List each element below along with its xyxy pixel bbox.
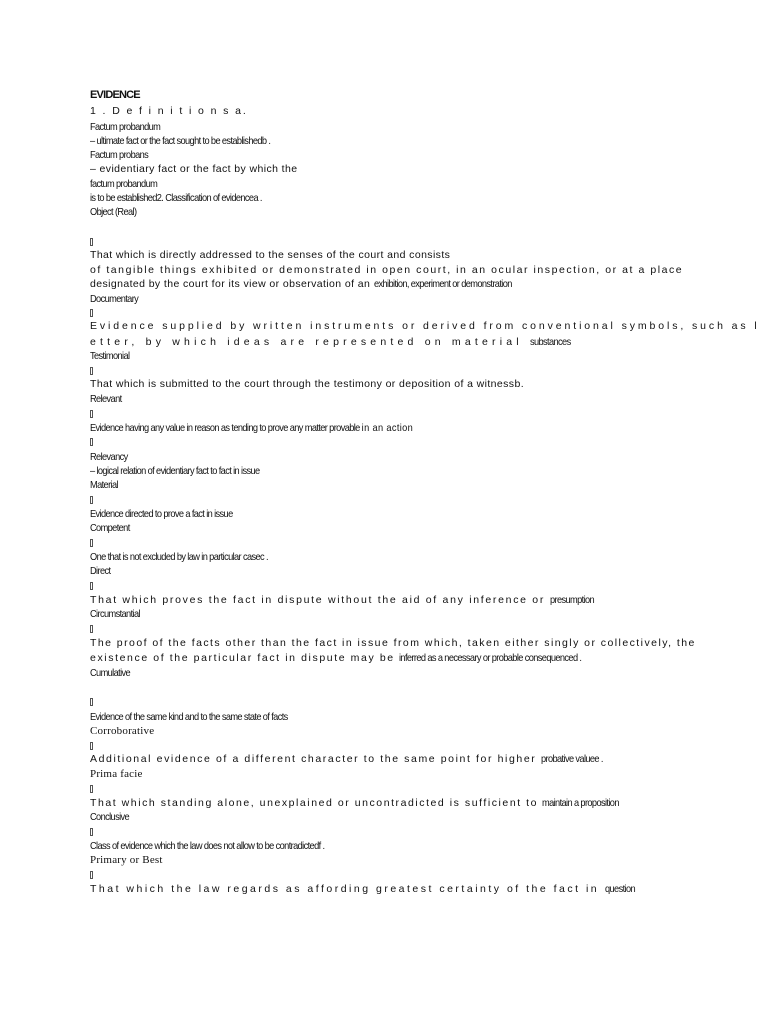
term-cumulative: Cumulative (90, 667, 131, 679)
definition-factum-probans-1: – evidentiary fact or the fact by which the (90, 163, 298, 175)
document-title: EVIDENCE (90, 89, 140, 101)
term-primary-or-best: Primary or Best (90, 854, 163, 866)
definition-object-3: designated by the court for its view or observation of an exhibition, experiment or demonstration (90, 278, 512, 290)
bullet-icon (90, 438, 93, 446)
bullet-icon (90, 238, 93, 246)
definition-relevant: Evidence having any value in reason as tending to prove any matter provable in an action (90, 422, 414, 434)
definition-object-2: of tangible things exhibited or demonstrated in open court, in an ocular inspection, or at a place (90, 264, 684, 276)
definition-primary-or-best: That which the law regards as affording greatest certainty of the fact in question (90, 883, 635, 895)
term-relevant: Relevant (90, 393, 122, 405)
term-direct: Direct (90, 565, 111, 577)
bullet-icon (90, 828, 93, 836)
term-factum-probandum: Factum probandum (90, 121, 161, 133)
term-competent: Competent (90, 522, 130, 534)
term-prima-facie: Prima facie (90, 768, 143, 780)
definition-factum-probans-3: is to be established2. Classification of evidencea . (90, 192, 262, 204)
definition-material: Evidence directed to prove a fact in issue (90, 508, 233, 520)
definition-prima-facie: That which standing alone, unexplained or uncontradicted is sufficient to maintain a proposition (90, 797, 620, 809)
definition-circumstantial-2: existence of the particular fact in dispute may be inferred as a necessary or probable consequenced . (90, 652, 582, 664)
definition-circumstantial-1: The proof of the facts other than the fact in issue from which, taken either singly or collectively, the (90, 637, 696, 649)
bullet-icon (90, 625, 93, 633)
bullet-icon (90, 367, 93, 375)
definition-competent: One that is not excluded by law in particular casec . (90, 551, 268, 563)
term-factum-probans: Factum probans (90, 149, 149, 161)
bullet-icon (90, 539, 93, 547)
bullet-icon (90, 871, 93, 879)
term-object-real: Object (Real) (90, 206, 137, 218)
section-heading: 1 . D e f i n i t i o n s a. (90, 105, 248, 117)
term-corroborative: Corroborative (90, 725, 155, 737)
term-material: Material (90, 479, 118, 491)
definition-cumulative: Evidence of the same kind and to the same state of facts (90, 711, 288, 723)
definition-testimonial: That which is submitted to the court through the testimony or deposition of a witnessb. (90, 378, 525, 390)
definition-documentary-2: etter, by which ideas are represented on material substances (90, 336, 571, 348)
term-documentary: Documentary (90, 293, 139, 305)
bullet-icon (90, 496, 93, 504)
term-conclusive: Conclusive (90, 811, 130, 823)
term-relevancy: Relevancy (90, 451, 128, 463)
bullet-icon (90, 785, 93, 793)
term-circumstantial: Circumstantial (90, 608, 140, 620)
bullet-icon (90, 582, 93, 590)
definition-conclusive: Class of evidence which the law does not allow to be contradictedf . (90, 840, 325, 852)
bullet-icon (90, 742, 93, 750)
definition-factum-probans-2: factum probandum (90, 178, 158, 190)
bullet-icon (90, 698, 93, 706)
definition-corroborative: Additional evidence of a different character to the same point for higher probative valuee . (90, 753, 603, 765)
bullet-icon (90, 410, 93, 418)
definition-object-1: That which is directly addressed to the senses of the court and consists (90, 249, 451, 261)
definition-direct: That which proves the fact in dispute without the aid of any inference or presumption (90, 594, 594, 606)
definition-relevancy: – logical relation of evidentiary fact to fact in issue (90, 465, 260, 477)
term-testimonial: Testimonial (90, 350, 130, 362)
bullet-icon (90, 309, 93, 317)
definition-factum-probandum: – ultimate fact or the fact sought to be establishedb . (90, 135, 271, 147)
definition-documentary-1: Evidence supplied by written instruments or derived from conventional symbols, such as l (90, 320, 760, 332)
